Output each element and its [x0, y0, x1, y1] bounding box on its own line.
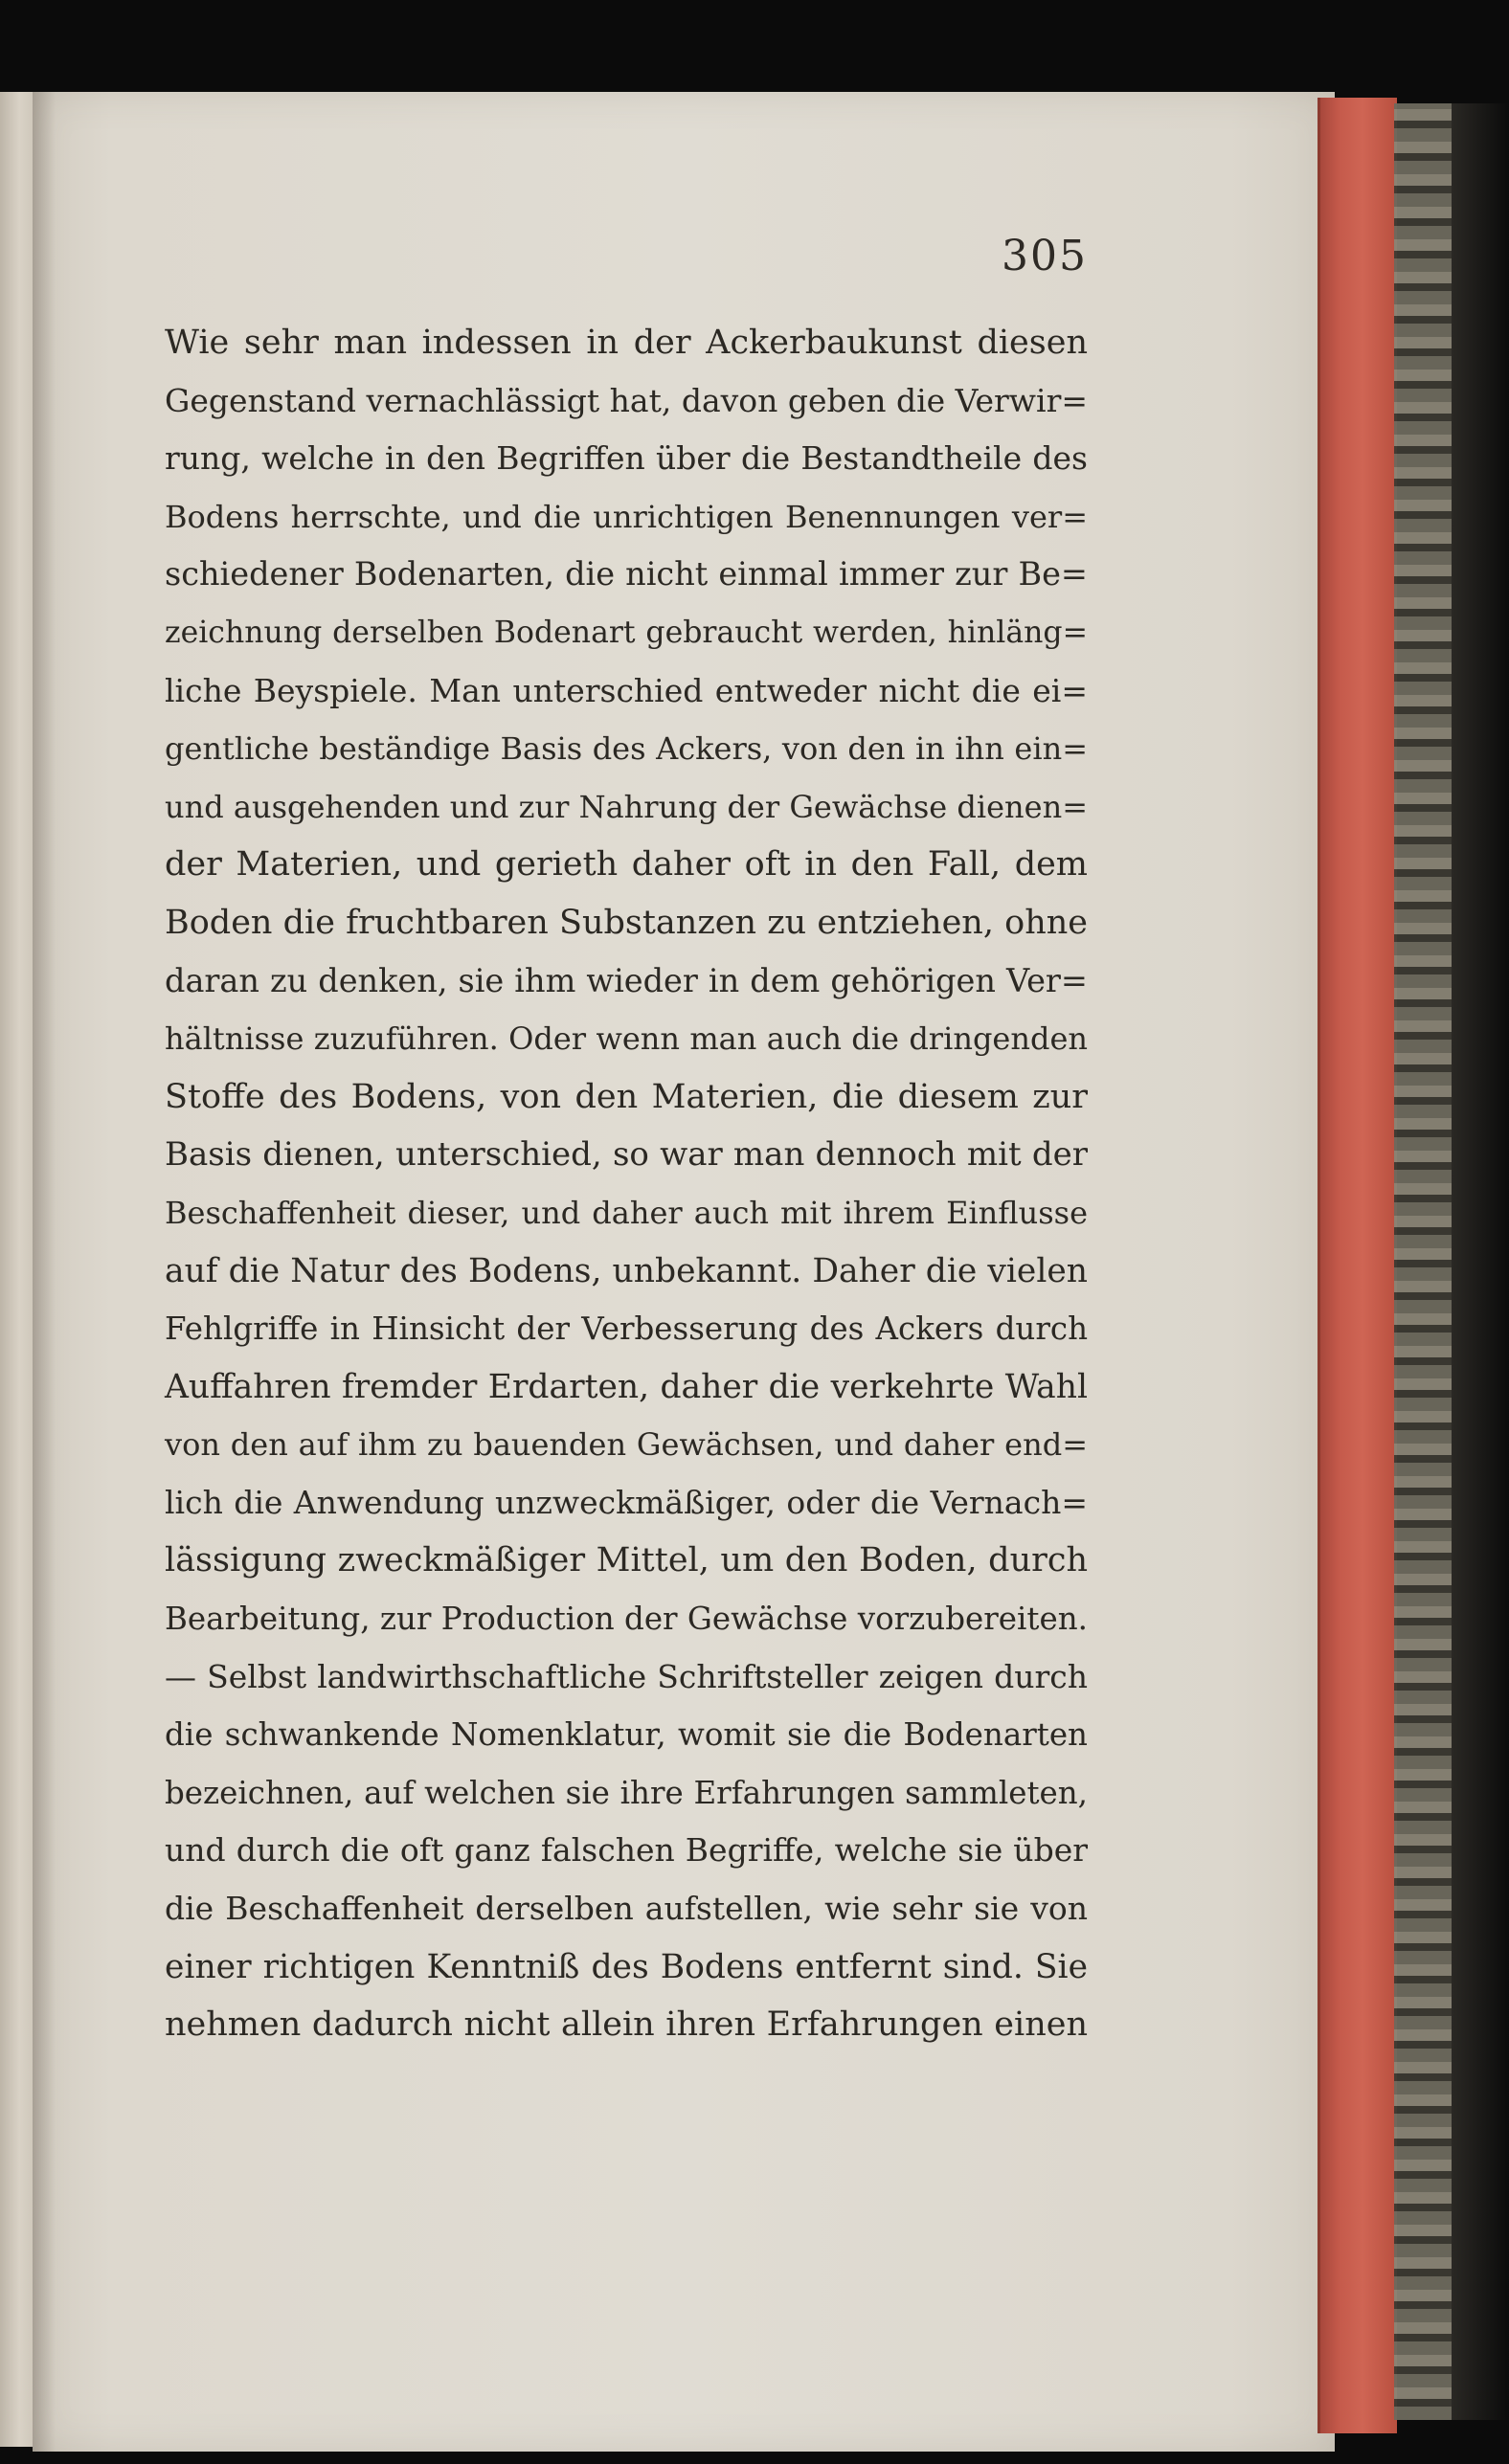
text-line: Basis dienen, unterschied, so war man dennoch mit der	[165, 1135, 1088, 1175]
text-line: schiedener Bodenarten, die nicht einmal immer zur Be=	[165, 555, 1088, 594]
text-line: — Selbst landwirthschaftliche Schriftsteller zeigen durch	[165, 1657, 1088, 1695]
text-line: Beschaffenheit dieser, und daher auch mit ihrem Einflusse	[165, 1194, 1088, 1231]
text-line: lich die Anwendung unzweckmäßiger, oder die Vernach=	[165, 1483, 1088, 1521]
text-line: auf die Natur des Bodens, unbekannt. Daher die vielen	[165, 1251, 1088, 1290]
body-text	[165, 314, 1088, 2054]
red-page-edges	[1318, 98, 1397, 2433]
previous-page-edge	[0, 92, 33, 2447]
text-line: und durch die oft ganz falschen Begriffe, welche sie über	[165, 1831, 1088, 1870]
text-line: Stoffe des Bodens, von den Materien, die diesem zur	[165, 1077, 1088, 1116]
text-line: daran zu denken, sie ihm wieder in dem gehörigen Ver=	[165, 961, 1088, 999]
book-cover-shadow	[1452, 103, 1509, 2420]
text-line: bezeichnen, auf welchen sie ihre Erfahrungen sammleten,	[165, 1774, 1088, 1811]
text-line: Fehlgriffe in Hinsicht der Verbesserung des Ackers durch	[165, 1310, 1088, 1348]
text-line: Bearbeitung, zur Production der Gewächse vorzubereiten.	[165, 1601, 1088, 1638]
text-line: hältnisse zuzuführen. Oder wenn man auch die dringenden	[165, 1020, 1088, 1058]
gutter-shadow	[33, 92, 56, 2452]
text-line: gentliche beständige Basis des Ackers, von den in ihn ein=	[165, 730, 1088, 768]
text-line: Wie sehr man indessen in der Ackerbaukunst diesen	[165, 324, 1088, 362]
text-line: Gegenstand vernachlässigt hat, davon geben die Verwir=	[165, 381, 1088, 419]
text-line: die schwankende Nomenklatur, womit sie die Bodenarten	[165, 1716, 1088, 1754]
text-line: nehmen dadurch nicht allein ihren Erfahrungen einen	[165, 2005, 1088, 2045]
text-line: und ausgehenden und zur Nahrung der Gewächse dienen=	[165, 788, 1088, 825]
text-line: liche Beyspiele. Man unterschied entweder nicht die ei=	[165, 671, 1088, 709]
text-line: einer richtigen Kenntniß des Bodens entfernt sind. Sie	[165, 1947, 1088, 1986]
text-line: Auffahren fremder Erdarten, daher die verkehrte Wahl	[165, 1367, 1088, 1406]
text-line: die Beschaffenheit derselben aufstellen, wie sehr sie von	[165, 1890, 1088, 1928]
text-line: lässigung zweckmäßiger Mittel, um den Boden, durch	[165, 1541, 1088, 1580]
book-cover-edge	[1394, 103, 1452, 2420]
text-line: Boden die fruchtbaren Substanzen zu entziehen, ohne	[165, 903, 1088, 942]
page-number: 305	[1002, 232, 1088, 280]
text-line: Bodens herrschte, und die unrichtigen Benennungen ver=	[165, 498, 1088, 535]
text-line: von den auf ihm zu bauenden Gewächsen, und daher end=	[165, 1426, 1088, 1464]
text-line: der Materien, und gerieth daher oft in den Fall, dem	[165, 845, 1088, 885]
text-line: zeichnung derselben Bodenart gebraucht werden, hinläng=	[165, 615, 1088, 650]
text-line: rung, welche in den Begriffen über die Bestandtheile des	[165, 439, 1088, 478]
